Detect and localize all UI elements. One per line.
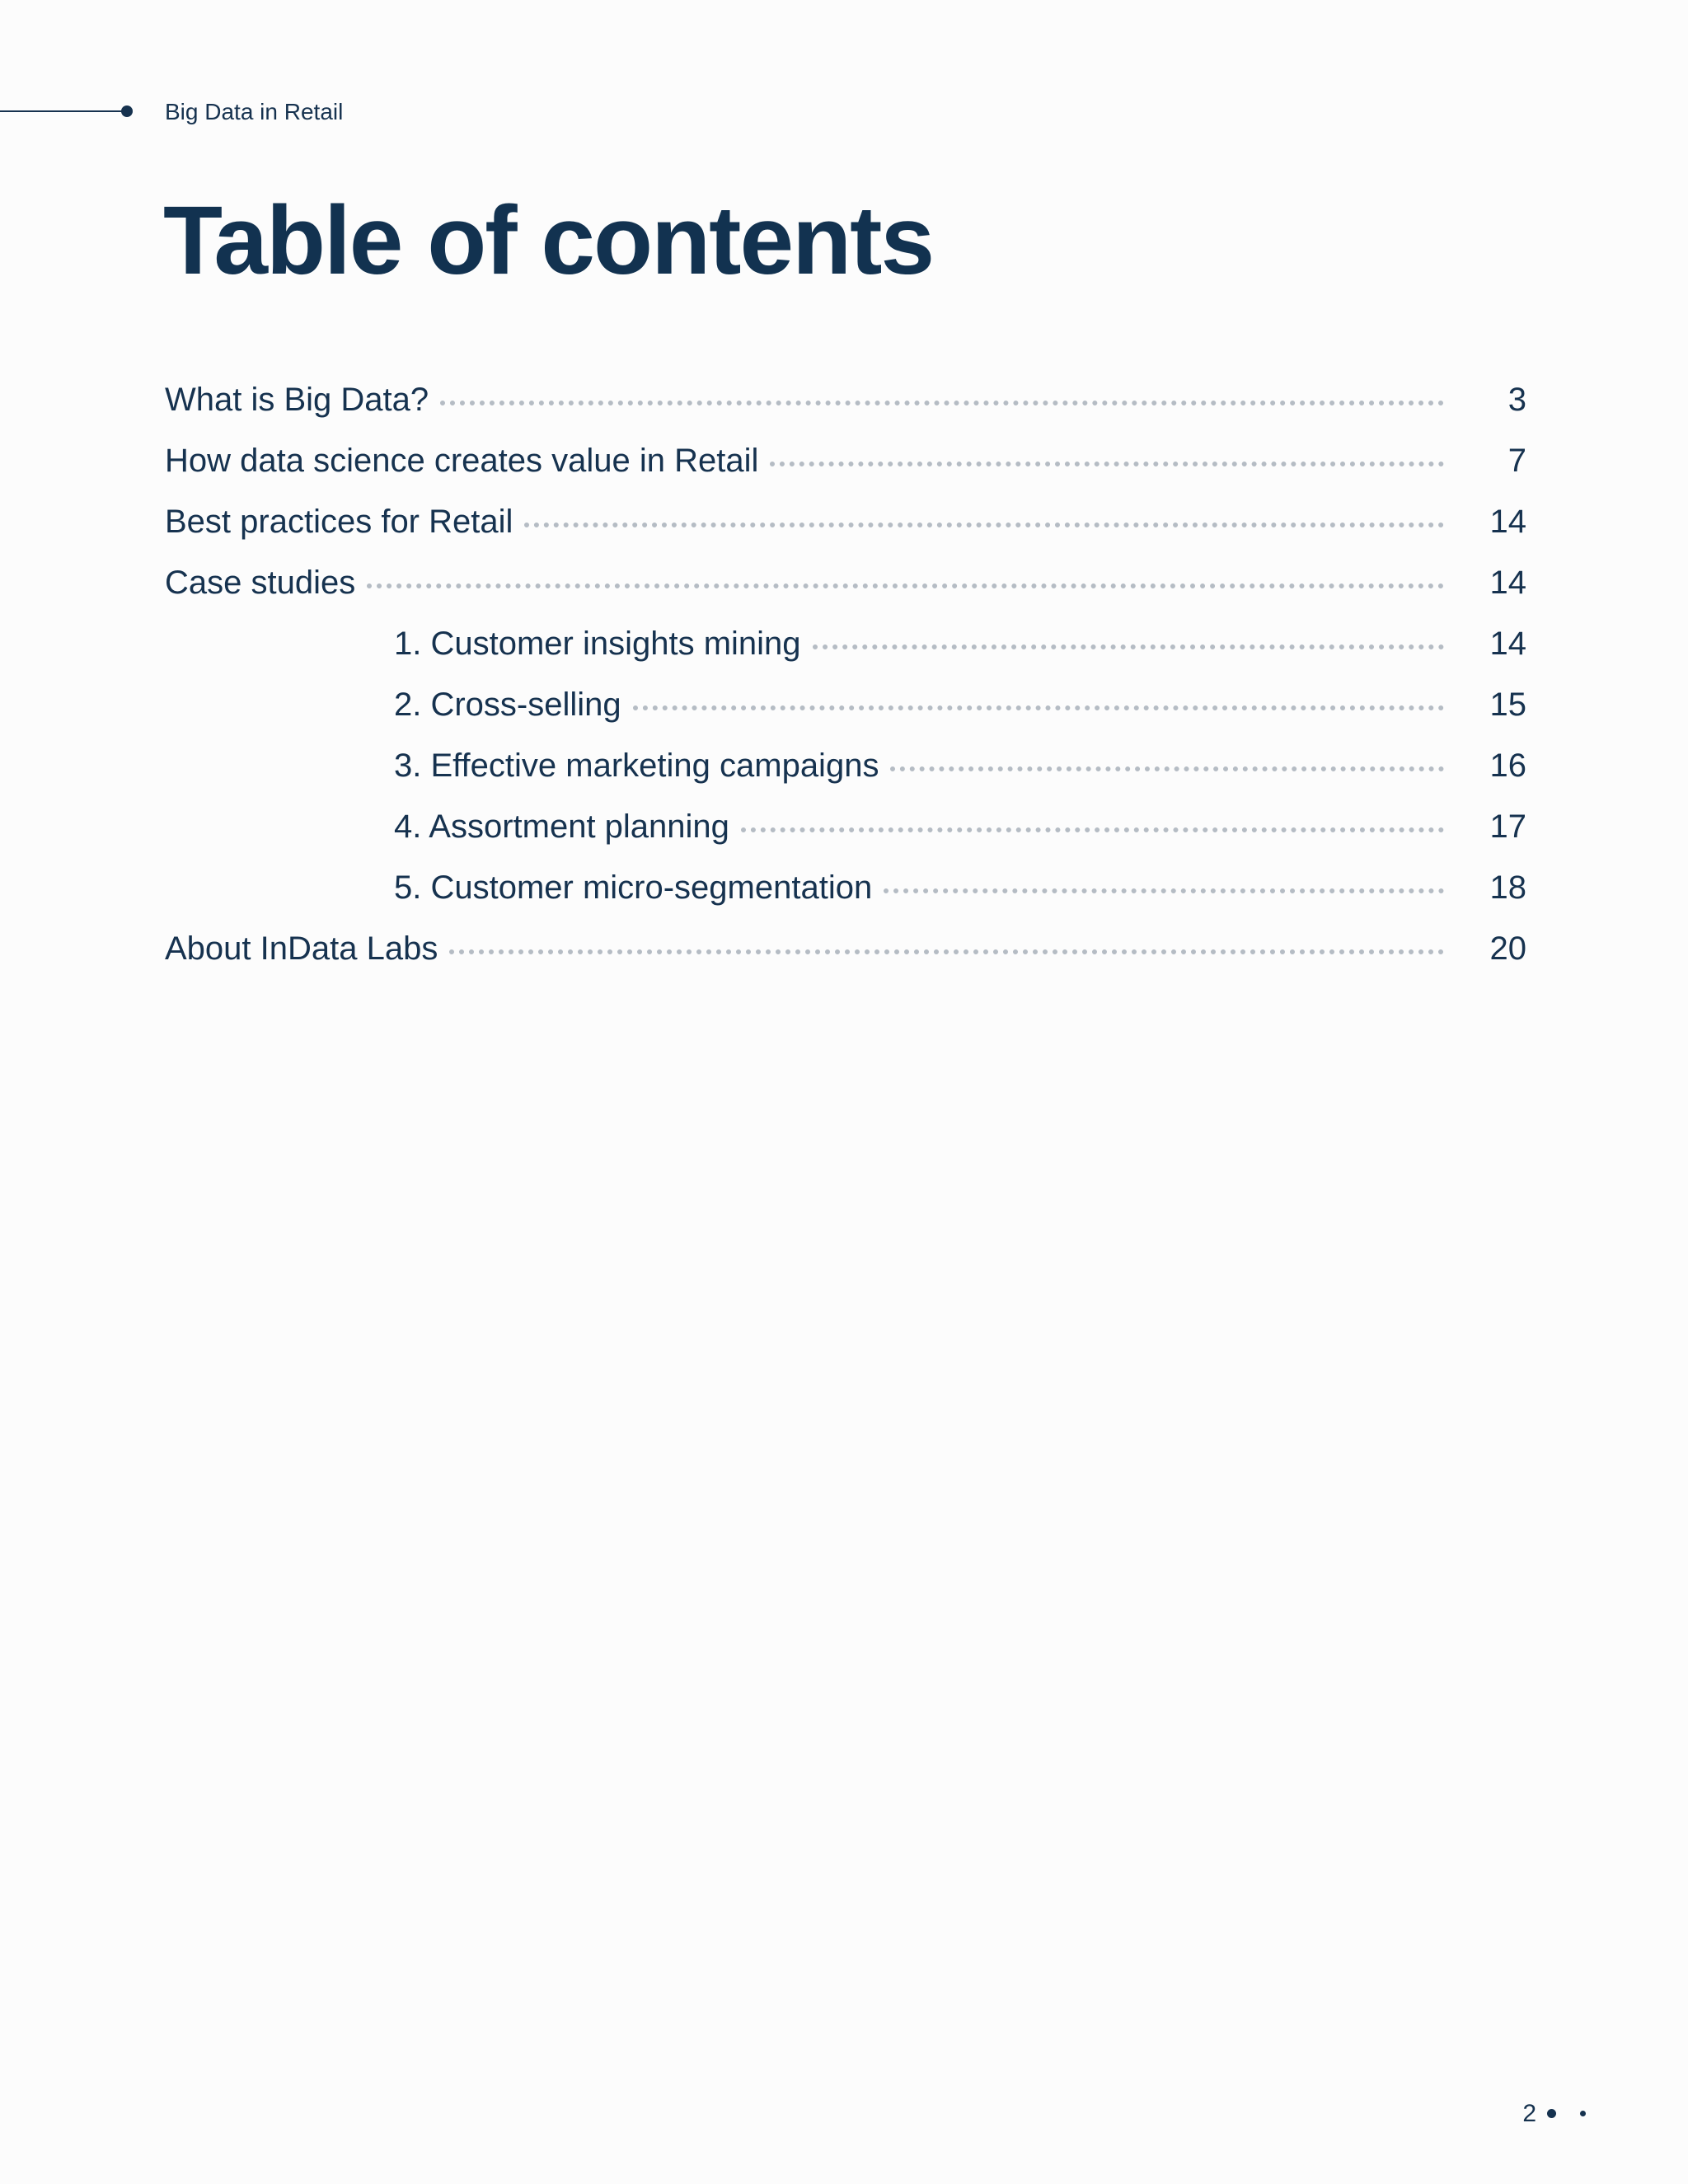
toc-entry-page: 7 — [1507, 443, 1526, 479]
toc-entry-label: What is Big Data? — [165, 382, 429, 418]
dot-leader — [524, 523, 1444, 527]
toc-entry-label: How data science creates value in Retail — [165, 443, 759, 479]
table-of-contents — [165, 369, 1526, 979]
footer-dot-icon — [1580, 2111, 1586, 2116]
toc-entry[interactable] — [165, 918, 1526, 979]
toc-subentry-label: 3. Effective marketing campaigns — [394, 748, 879, 784]
dot-leader — [633, 705, 1444, 710]
toc-subentry-page: 15 — [1489, 687, 1526, 723]
toc-entry-page: 14 — [1489, 504, 1526, 540]
toc-subentry[interactable] — [165, 613, 1526, 674]
running-header: Big Data in Retail — [165, 99, 344, 124]
toc-entry-label: Case studies — [165, 565, 356, 601]
toc-subentry-page: 17 — [1489, 808, 1526, 845]
toc-entry-page: 20 — [1489, 930, 1526, 967]
toc-subentry[interactable] — [165, 674, 1526, 735]
dot-leader — [890, 766, 1444, 771]
dot-leader — [367, 583, 1444, 588]
toc-entry-page: 3 — [1507, 382, 1526, 418]
toc-entry-label: Best practices for Retail — [165, 504, 513, 540]
toc-entry[interactable] — [165, 552, 1526, 613]
header-rule-line — [0, 110, 125, 112]
header-rule-dot — [121, 105, 133, 117]
toc-subentry-label: 4. Assortment planning — [394, 808, 729, 845]
footer-dot-icon — [1547, 2109, 1556, 2118]
toc-subentry-page: 18 — [1489, 869, 1526, 906]
toc-entry-page: 14 — [1489, 565, 1526, 601]
dot-leader — [884, 888, 1444, 893]
page-title: Table of contents — [163, 186, 934, 295]
footer-page-number: 2 — [1522, 2100, 1536, 2127]
toc-subentry[interactable] — [165, 857, 1526, 918]
toc-entry[interactable] — [165, 491, 1526, 552]
dot-leader — [440, 401, 1444, 405]
toc-subentry-page: 14 — [1489, 626, 1526, 662]
toc-subentry-page: 16 — [1489, 748, 1526, 784]
toc-subentry-label: 2. Cross-selling — [394, 687, 621, 723]
dot-leader — [813, 644, 1444, 649]
toc-subentry[interactable] — [165, 735, 1526, 796]
dot-leader — [449, 949, 1444, 954]
toc-entry-label: About InData Labs — [165, 930, 438, 967]
dot-leader — [741, 827, 1444, 832]
toc-subentry-label: 1. Customer insights mining — [394, 626, 801, 662]
dot-leader — [770, 462, 1444, 466]
toc-subentry[interactable] — [165, 796, 1526, 857]
toc-subentry-label: 5. Customer micro-segmentation — [394, 869, 873, 906]
toc-entry[interactable] — [165, 369, 1526, 430]
toc-entry[interactable] — [165, 430, 1526, 491]
